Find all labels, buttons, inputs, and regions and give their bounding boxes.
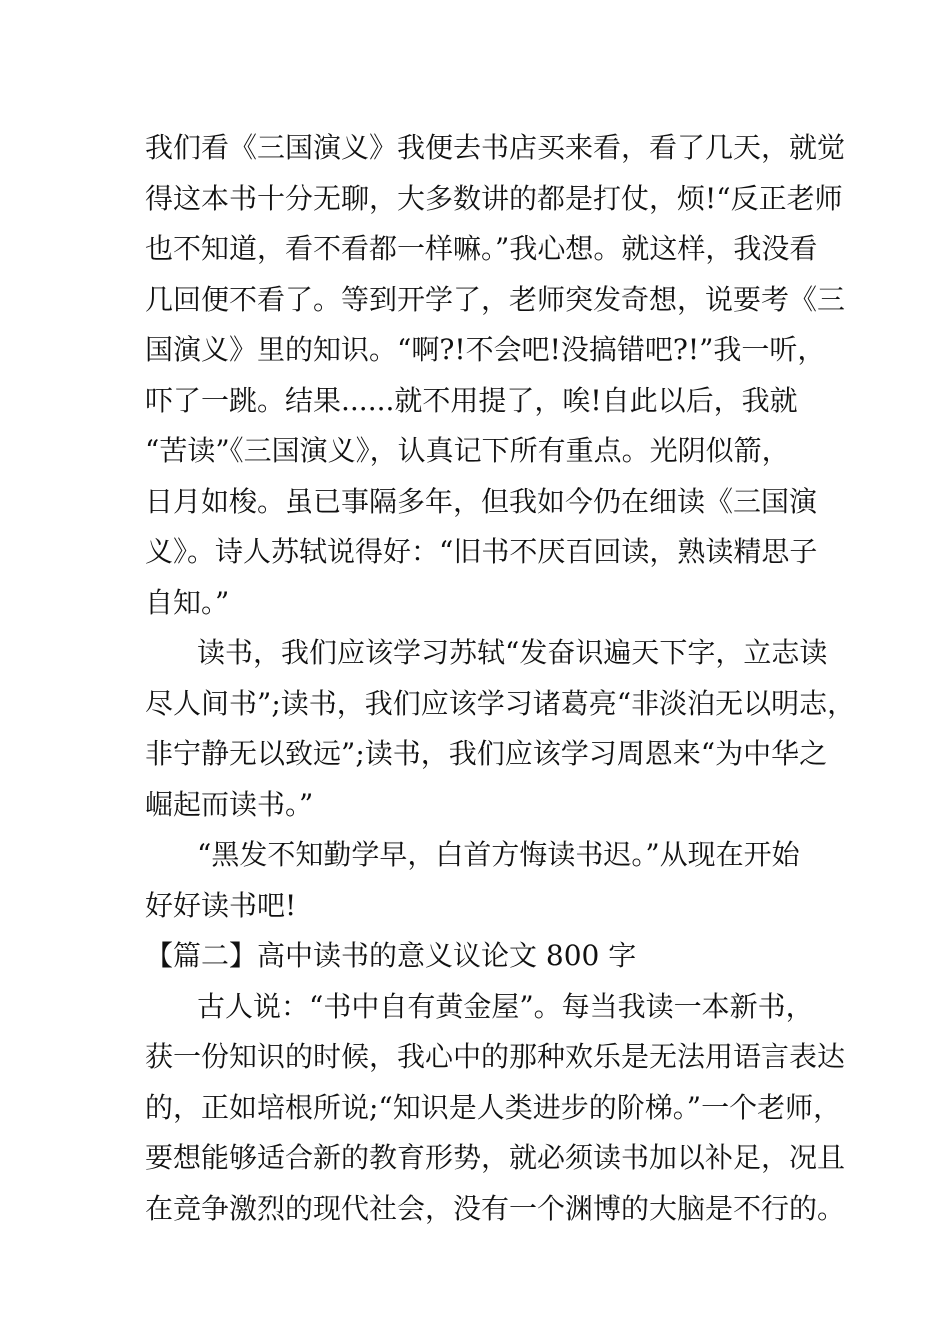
text-line: 要想能够适合新的教育形势，就必须读书加以补足，况且	[145, 1141, 846, 1174]
text-line: 得这本书十分无聊，大多数讲的都是打仗，烦!“反正老师	[145, 181, 843, 215]
paragraph-1	[145, 123, 846, 628]
paragraph-3	[145, 830, 835, 931]
text-line: 也不知道，看不看都一样嘛。”我心想。就这样，我没看	[145, 232, 818, 265]
text-line: 我们看《三国演义》我便去书店买来看，看了几天，就觉	[145, 131, 846, 164]
paragraph-2	[145, 628, 856, 830]
text-line: 国演义》里的知识。“啊?!不会吧!没搞错吧?!”我一听，	[145, 333, 826, 366]
text-line: 获一份知识的时候，我心中的那种欢乐是无法用语言表达	[145, 1040, 846, 1073]
text-line: 义》。诗人苏轼说得好：“旧书不厌百回读，熟读精思子	[145, 535, 818, 568]
text-line: 的，正如培根所说;“知识是人类进步的阶梯。”一个老师，	[145, 1090, 842, 1124]
document-body	[145, 123, 856, 1234]
text-line: 几回便不看了。等到开学了，老师突发奇想，说要考《三	[145, 282, 846, 316]
text-line: “苦读”《三国演义》，认真记下所有重点。光阴似箭，	[145, 434, 790, 467]
text-line: “黑发不知勤学早，白首方悔读书迟。”从现在开始	[197, 838, 800, 871]
heading-line: 【篇二】高中读书的意义议论文 800 字	[145, 939, 637, 972]
text-line: 尽人间书”;读书，我们应该学习诸葛亮“非淡泊无以明志，	[145, 686, 856, 720]
text-line: 古人说：“书中自有黄金屋”。每当我读一本新书，	[197, 989, 814, 1023]
text-line: 在竞争激烈的现代社会，没有一个渊博的大脑是不行的。	[145, 1191, 846, 1225]
text-line: 非宁静无以致远”;读书，我们应该学习周恩来“为中华之	[145, 737, 828, 770]
text-line: 崛起而读书。”	[145, 787, 314, 821]
text-line: 日月如梭。虽已事隔多年，但我如今仍在细读《三国演	[145, 484, 818, 518]
section-heading	[145, 931, 835, 982]
text-line: 吓了一跳。结果......就不用提了，唉!自此以后，我就	[145, 383, 798, 417]
text-line: 好好读书吧!	[145, 888, 297, 922]
paragraph-4	[145, 982, 846, 1235]
text-line: 自知。”	[145, 585, 230, 619]
text-line: 读书，我们应该学习苏轼“发奋识遍天下字，立志读	[197, 636, 828, 669]
